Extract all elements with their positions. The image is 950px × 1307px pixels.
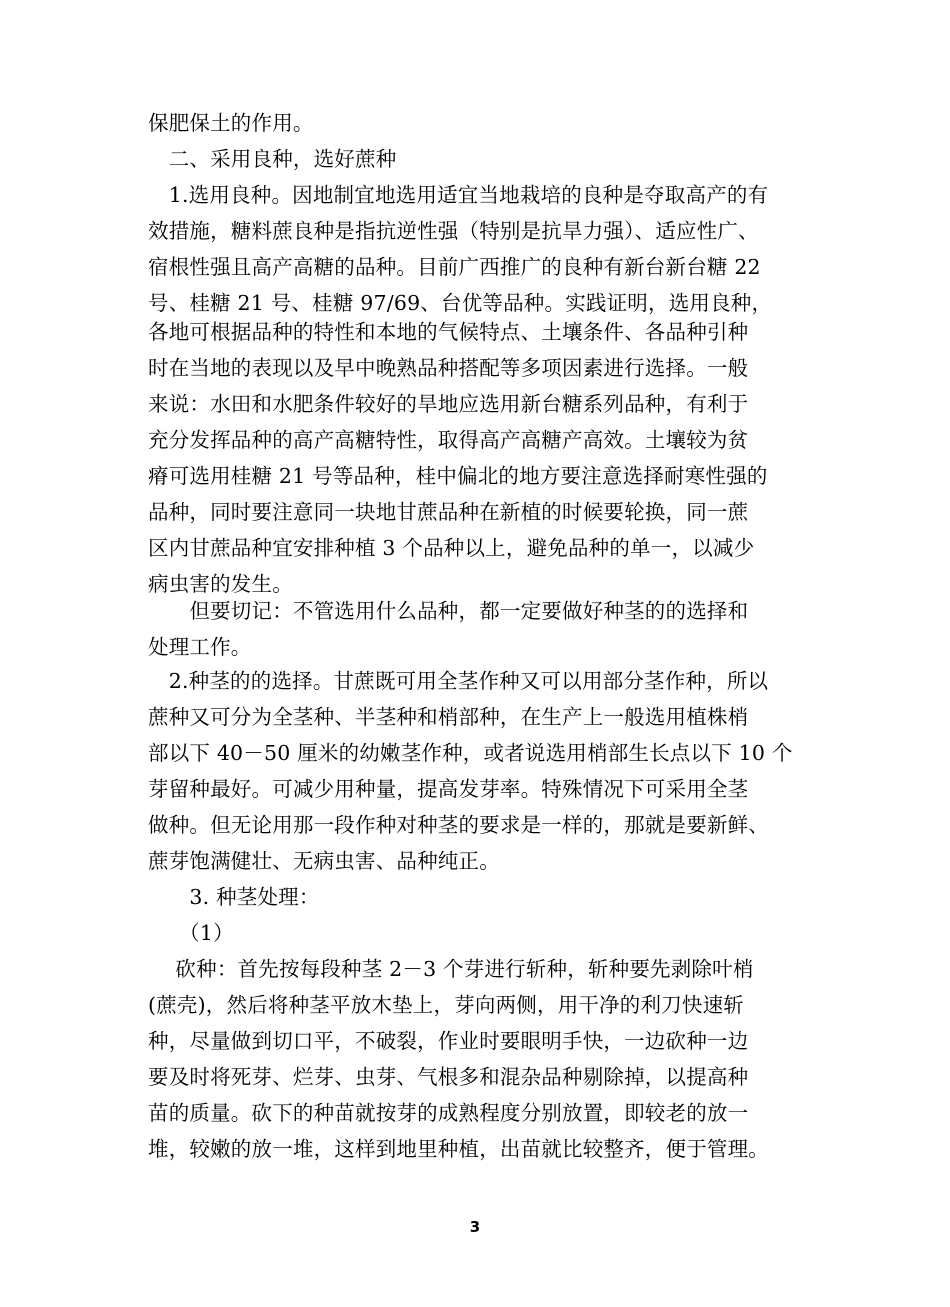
text-line: 蔗芽饱满健壮、无病虫害、品种纯正。 <box>148 849 500 873</box>
section-heading: 二、采用良种，选好蔗种 <box>148 147 397 171</box>
text-line: 堆，较嫩的放一堆，这样到地里种植，出苗就比较整齐，便于管理。 <box>148 1137 769 1161</box>
text-line: 要及时将死芽、烂芽、虫芽、气根多和混杂品种剔除掉，以提高种 <box>148 1065 749 1089</box>
text-line: 病虫害的发生。 <box>148 572 293 596</box>
text-line: 宿根性强且高产高糖的品种。目前广西推广的良种有新台新台糖 22 <box>148 255 761 279</box>
text-line: 区内甘蔗品种宜安排种植 3 个品种以上，避免品种的单一，以减少 <box>148 536 755 560</box>
text-line: 种，尽量做到切口平，不破裂，作业时要眼明手快，一边砍种一边 <box>148 1029 749 1053</box>
text-line: 时在当地的表现以及早中晚熟品种搭配等多项因素进行选择。一般 <box>148 356 749 380</box>
text-line: 瘠可选用桂糖 21 号等品种，桂中偏北的地方要注意选择耐寒性强的 <box>148 464 768 488</box>
text-line: 品种，同时要注意同一块地甘蔗品种在新植的时候要轮换，同一蔗 <box>148 500 749 524</box>
text-line: (蔗壳)，然后将种茎平放木垫上，芽向两侧，用干净的利刀快速斩 <box>148 993 744 1017</box>
text-line: 但要切记：不管选用什么品种，都一定要做好种茎的的选择和 <box>148 599 749 623</box>
text-line: 芽留种最好。可减少用种量，提高发芽率。特殊情况下可采用全茎 <box>148 777 749 801</box>
text-line: （1） <box>148 921 234 945</box>
text-line: 充分发挥品种的高产高糖特性，取得高产高糖产高效。土壤较为贫 <box>148 428 749 452</box>
text-line: 处理工作。 <box>148 635 252 659</box>
text-line: 苗的质量。砍下的种苗就按芽的成熟程度分别放置，即较老的放一 <box>148 1101 749 1125</box>
text-line: 效措施，糖料蔗良种是指抗逆性强（特别是抗旱力强）、适应性广、 <box>148 219 759 243</box>
text-line: 来说：水田和水肥条件较好的旱地应选用新台糖系列品种，有利于 <box>148 392 749 416</box>
text-line: 号、桂糖 21 号、桂糖 97/69、台优等品种。实践证明，选用良种， <box>148 291 773 315</box>
text-line: 做种。但无论用那一段作种对种茎的要求是一样的，那就是要新鲜、 <box>148 813 769 837</box>
text-line: 蔗种又可分为全茎种、半茎种和梢部种，在生产上一般选用植株梢 <box>148 705 749 729</box>
page-number: 3 <box>469 1218 481 1236</box>
text-line: 1.选用良种。因地制宜地选用适宜当地栽培的良种是夺取高产的有 <box>148 183 769 207</box>
text-line: 2.种茎的的选择。甘蔗既可用全茎作种又可以用部分茎作种，所以 <box>148 669 769 693</box>
text-line: 砍种：首先按每段种茎 2－3 个芽进行斩种，斩种要先剥除叶梢 <box>148 957 754 981</box>
text-line: 各地可根据品种的特性和本地的气候特点、土壤条件、各品种引种 <box>148 320 749 344</box>
text-line: 保肥保土的作用。 <box>148 111 314 135</box>
text-line: 3. 种茎处理： <box>148 885 320 909</box>
text-line: 部以下 40－50 厘米的幼嫩茎作种，或者说选用梢部生长点以下 10 个 <box>148 741 793 765</box>
